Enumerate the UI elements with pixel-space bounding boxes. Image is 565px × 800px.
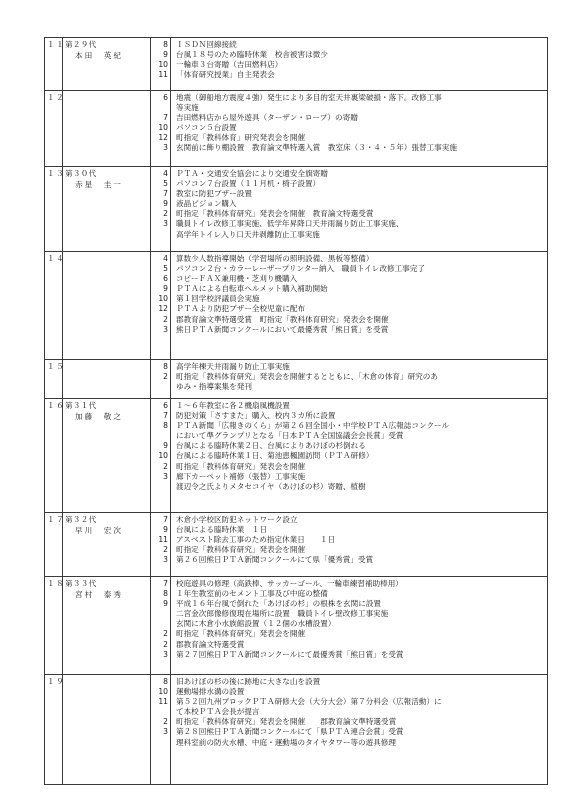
month-cell — [151, 252, 171, 360]
entry-month: 4 — [163, 254, 168, 263]
entry-month: 8 — [163, 589, 168, 599]
entry-text: 第２７回熊日ＰＴＡ新聞コンクールにて最優秀賞「熊日賞」を受賞 — [176, 649, 404, 659]
entry-month: 2 — [163, 545, 168, 555]
history-row — [45, 399, 548, 513]
entry-text: 教室に防犯ブザー設置 — [176, 189, 252, 199]
entry-month: 7 — [163, 113, 168, 123]
entry-text: 等実施 — [176, 103, 199, 113]
entry-text: て本校ＰＴＡ会長が提言 — [176, 707, 260, 717]
entry-month: 3 — [163, 649, 168, 659]
month-spacer — [151, 619, 168, 629]
entry-text: 玄関に木倉小水族館設置（１２個の水槽設置） — [176, 619, 336, 629]
entry-month: 11 — [158, 535, 168, 545]
leader-cell — [63, 38, 151, 91]
entry-month: 3 — [163, 219, 168, 229]
content-cell — [171, 360, 548, 399]
entry-month: 2 — [163, 639, 168, 649]
entry-text: パソコン２台・カラーレーザープリンター納入 職員トイレ改修工事完了 — [176, 264, 425, 274]
entry-month: 8 — [163, 421, 168, 431]
entry-text: 廊下カーペット補修（張替）工事実施 — [176, 471, 306, 481]
entry-month: 3 — [163, 143, 168, 153]
entry-month: 10 — [158, 60, 168, 70]
leader-cell — [63, 675, 151, 785]
month-cell — [151, 91, 171, 167]
entry-text: 職員トイレ改修工事実施、低学年昇降口天井雨漏り防止工事実施、 — [176, 219, 404, 229]
entry-month: 6 — [163, 93, 168, 102]
entry-text: 玄関前に飾り棚設置 教育論文準特選入賞 教室床（３・４・５年）張替工事実施 — [176, 143, 457, 153]
person-name: 加藤 敬之 — [75, 412, 123, 422]
entry-month: 2 — [163, 629, 168, 639]
entry-text: 台風１８号のため臨時休業 校舎被害は微少 — [176, 50, 328, 60]
entry-month: 6 — [163, 274, 168, 284]
content-cell — [171, 167, 548, 252]
entry-month: 8 — [163, 40, 168, 49]
entry-month: 2 — [163, 717, 168, 727]
history-table-body — [45, 38, 548, 785]
person-name: 本田 英紀 — [75, 51, 123, 61]
leader-cell — [63, 577, 151, 675]
month-spacer — [151, 707, 168, 717]
leader-cell — [63, 399, 151, 513]
entry-month: 9 — [163, 284, 168, 294]
generation-label: 第３１代 — [65, 401, 97, 410]
entry-month: 10 — [158, 451, 168, 461]
entry-month: 7 — [163, 515, 168, 524]
month-cell — [151, 38, 171, 91]
entry-month: 11 — [158, 697, 168, 707]
entry-month: 9 — [163, 50, 168, 60]
history-row — [45, 38, 548, 91]
entry-text: 液晶ビジョン購入 — [176, 199, 237, 209]
entry-text: １～６年教室に各２機扇風機設置 — [176, 401, 290, 410]
entry-month: 6 — [163, 401, 168, 410]
generation-label: 第３０代 — [65, 169, 97, 178]
history-row — [45, 513, 548, 577]
year-cell: １９ — [45, 675, 63, 785]
entry-text: 町指定「教科体育研究」発表会を開催するとともに、「木倉の体育」研究のあ — [176, 372, 438, 382]
entry-text: 高学年棟天井雨漏り防止工事実施 — [176, 362, 290, 371]
month-cell — [151, 167, 171, 252]
entry-text: ＰＴＡより防犯ブザー全校児童に配布 — [176, 304, 306, 314]
entry-month: 8 — [163, 677, 168, 686]
entry-month: 7 — [163, 189, 168, 199]
entry-text: 「体育研究授業」自主発表会 — [176, 70, 275, 80]
entry-text: ＰＴＡ新聞「広報きのくら」が第２６回全国小・中学校ＰＴＡ広報誌コンクール — [176, 421, 450, 431]
content-cell — [171, 38, 548, 91]
entry-month: 2 — [163, 209, 168, 219]
content-cell — [171, 577, 548, 675]
entry-text: 郡教育論文特選受賞 — [176, 639, 245, 649]
month-spacer — [151, 609, 168, 619]
entry-text: 理科室前の防火水槽、中庭・運動場のタイヤタワー等の遊具修理 — [176, 737, 396, 747]
entry-text: 熊日ＰＴＡ新聞コンクールにおいて最優秀賞「熊日賞」を受賞 — [176, 324, 389, 334]
entry-month: 7 — [163, 579, 168, 588]
entry-text: 町指定「教科体育研究」発表会を開催 — [176, 629, 306, 639]
entry-text: 地震（御船地方震度４強）発生により多目的室天井裏梁破損・落下。改修工事 — [176, 93, 442, 102]
history-row — [45, 675, 548, 785]
content-cell — [171, 513, 548, 577]
person-name: 早川 宏次 — [75, 526, 123, 536]
year-cell: １４ — [45, 252, 63, 360]
history-row — [45, 360, 548, 399]
entry-text: 町指定「教科体育研究」発表会を開催 — [176, 545, 306, 555]
content-cell — [171, 399, 548, 513]
entry-month: 4 — [163, 169, 168, 178]
leader-cell — [63, 91, 151, 167]
entry-text: 算数少人数指導開始（学習場所の照明設備、黒板等整備） — [176, 254, 374, 263]
entry-text: ＩＳＤＮ回線接続 — [176, 40, 237, 49]
month-spacer — [151, 103, 168, 113]
entry-text: 第２６回熊日ＰＴＡ新聞コンクールにて県「優秀賞」受賞 — [176, 555, 374, 565]
entry-text: 渡辺令之氏よりメタセコイヤ（あけぼの杉）寄贈、植樹 — [176, 481, 366, 491]
entry-text: 町指定「教科体育」研究発表会を開催 — [176, 133, 306, 143]
entry-text: 第１回学校評議員会実施 — [176, 294, 260, 304]
entry-text: 第５２回九州ブロックＰＴＡ研修大会（大分大会）第７分科会（広報活動）に — [176, 697, 442, 707]
person-name: 宮村 泰秀 — [75, 590, 123, 600]
leader-cell — [63, 167, 151, 252]
entry-month: 8 — [163, 362, 168, 371]
entry-month: 3 — [163, 727, 168, 737]
year-cell: １１ — [45, 38, 63, 91]
entry-text: 第２８回熊日ＰＴＡ新聞コンクールにて「県ＰＴＡ連合会賞」受賞 — [176, 727, 404, 737]
entry-month: 9 — [163, 599, 168, 609]
entry-text: コピーＦＡＸ兼用機・芝刈り機購入 — [176, 274, 298, 284]
entry-text: １年生教室前のセメント工事及び中庭の整備 — [176, 589, 328, 599]
year-cell: １５ — [45, 360, 63, 399]
entry-text: 校庭遊具の修理（高鉄棒、サッカーゴール、一輪車練習補助棒用） — [176, 579, 403, 588]
entry-text: 旧あけぼの杉の後に跡地に大きな山を設置 — [176, 677, 321, 686]
entry-text: パソコン７台設置（１１月机・椅子設置） — [176, 179, 321, 189]
entry-text: 町指定「教科体育研究」発表会を開催 郡教育論文準特選受賞 — [176, 717, 397, 727]
entry-month: 3 — [163, 324, 168, 334]
entry-month: 3 — [163, 471, 168, 481]
entry-month: 10 — [158, 294, 168, 304]
entry-text: 台風による臨時休業 １日 — [176, 525, 268, 535]
entry-text: アスベスト除去工事のため指定休業日 １日 — [176, 535, 336, 545]
entry-text: ＰＴＡによる自転車ヘルメット購入補助開始 — [176, 284, 328, 294]
content-cell — [171, 91, 548, 167]
month-cell — [151, 675, 171, 785]
entry-text: ゆみ・指導案集を発刊 — [176, 382, 252, 392]
leader-cell — [63, 252, 151, 360]
entry-text: 町指定「教科体育研究」発表会を開催 — [176, 461, 306, 471]
leader-cell — [63, 360, 151, 399]
entry-text: において準グランプリとなる「日本ＰＴＡ全国協議会会長賞」受賞 — [176, 431, 404, 441]
entry-text: 高学年トイレ入り口天井剥離防止工事実施 — [176, 229, 320, 239]
generation-label: 第３３代 — [65, 579, 97, 588]
entry-month: 9 — [163, 199, 168, 209]
entry-text: ＰＴＡ・交通安全協会により交通安全旗寄贈 — [176, 169, 328, 178]
history-row — [45, 91, 548, 167]
entry-text: パソコン５台設置 — [176, 123, 237, 133]
month-cell — [151, 577, 171, 675]
entry-month: 10 — [158, 687, 168, 697]
entry-text: 一輪車３台寄贈（吉田燃料店） — [176, 60, 283, 70]
month-spacer — [151, 482, 168, 492]
history-row — [45, 577, 548, 675]
entry-text: 運動場排水溝の設置 — [176, 687, 245, 697]
leader-cell — [63, 513, 151, 577]
month-spacer — [151, 230, 168, 240]
generation-label: 第３２代 — [65, 515, 97, 524]
entry-text: 木倉小学校区防犯ネットワーク設立 — [176, 515, 298, 524]
content-cell — [171, 252, 548, 360]
entry-month: 10 — [158, 123, 168, 133]
year-cell: １３ — [45, 167, 63, 252]
person-name: 赤星 圭一 — [75, 180, 123, 190]
year-cell: １２ — [45, 91, 63, 167]
month-cell — [151, 513, 171, 577]
generation-label: 第２９代 — [65, 40, 97, 49]
history-table — [44, 37, 548, 785]
entry-month: 5 — [163, 264, 168, 274]
year-cell: １６ — [45, 399, 63, 513]
month-spacer — [151, 431, 168, 441]
entry-text: 吉田燃料店から屋外遊具（ターザン・ロープ）の寄贈 — [176, 113, 358, 123]
content-cell — [171, 675, 548, 785]
entry-month: 7 — [163, 411, 168, 421]
entry-month: 5 — [163, 179, 168, 189]
month-cell — [151, 399, 171, 513]
month-spacer — [151, 382, 168, 392]
entry-month: 2 — [163, 314, 168, 324]
entry-text: 防犯対策「さすまた」購入、校内３カ所に設置 — [176, 411, 336, 421]
entry-text: 二宮金次郎像修復現在場所に設置 職員トイレ壁改修工事実施 — [176, 609, 389, 619]
entry-text: 台風による臨時休業２日、台風によりあけぼの杉倒れる — [176, 441, 366, 451]
month-spacer — [151, 738, 168, 748]
entry-text: 郡教育論文準特選受賞 町指定「教科体育研究」発表会を開催 — [176, 314, 389, 324]
entry-month: 2 — [163, 372, 168, 382]
entry-text: 平成１６年台風で倒れた「あけぼの杉」の根株を玄関に設置 — [176, 599, 382, 609]
year-cell: １７ — [45, 513, 63, 577]
entry-month: 9 — [163, 441, 168, 451]
month-cell — [151, 360, 171, 399]
year-cell: １８ — [45, 577, 63, 675]
entry-text: 台風による臨時休業１日、菊池恵楓園訪問（ＰＴＡ研修） — [176, 451, 374, 461]
entry-month: 12 — [158, 133, 168, 143]
entry-month: 2 — [163, 461, 168, 471]
entry-text: 町指定「教科体育研究」発表会を開催 教育論文特選受賞 — [176, 209, 374, 219]
entry-month: 3 — [163, 555, 168, 565]
entry-month: 11 — [158, 70, 168, 80]
history-row — [45, 167, 548, 252]
entry-month: 9 — [163, 525, 168, 535]
history-row — [45, 252, 548, 360]
entry-month: 12 — [158, 304, 168, 314]
